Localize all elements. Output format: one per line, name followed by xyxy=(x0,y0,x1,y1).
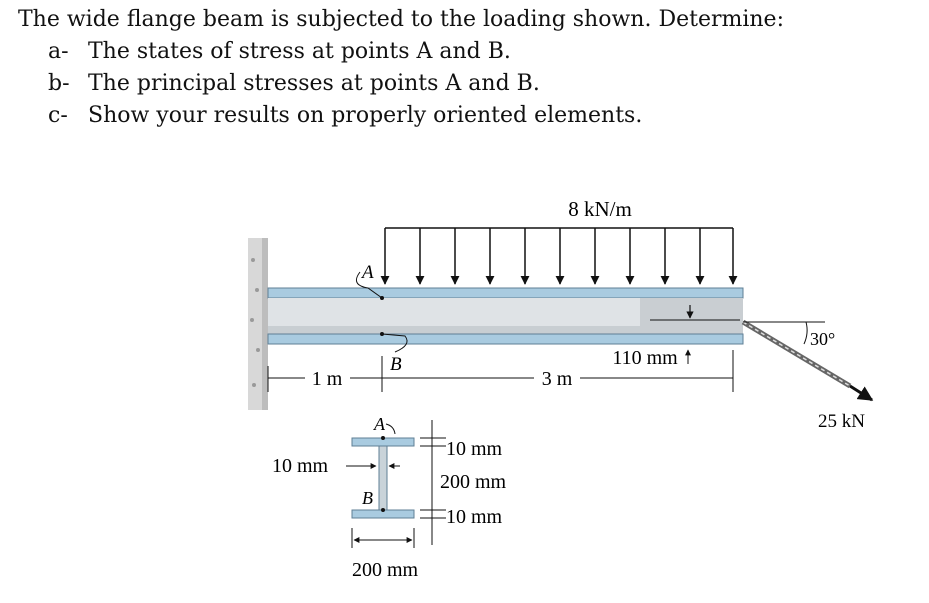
span-dimensions xyxy=(268,347,733,392)
angle-label: 30° xyxy=(810,329,836,349)
web-height-label: 200 mm xyxy=(440,471,507,493)
flange-width-label: 200 mm xyxy=(351,559,419,581)
fixed-wall-support xyxy=(248,238,268,410)
distributed-load-label: 8 kN/m xyxy=(568,197,632,221)
web-thickness-label: 10 mm xyxy=(272,455,329,477)
dim-110mm-label: 110 mm xyxy=(612,347,678,369)
wide-flange-beam xyxy=(268,288,743,344)
dim-3m-label: 3 m xyxy=(541,368,573,390)
problem-statement: The wide flange beam is subjected to the loading shown. Determine: xyxy=(18,7,784,32)
item-marker: a- xyxy=(48,39,69,64)
flange-top-thickness-label: 10 mm xyxy=(446,438,503,460)
section-point-a-label: A xyxy=(374,414,385,434)
item-marker: b- xyxy=(48,71,70,96)
item-text: The states of stress at points A and B. xyxy=(88,39,511,64)
item-text: Show your results on properly oriented elements. xyxy=(88,103,643,128)
distributed-load xyxy=(385,197,733,284)
item-text: The principal stresses at points A and B. xyxy=(88,71,540,96)
force-label: 25 kN xyxy=(818,411,865,432)
applied-force xyxy=(743,322,872,432)
point-a-label: A xyxy=(362,262,374,283)
dim-1m-label: 1 m xyxy=(311,368,343,390)
item-marker: c- xyxy=(48,103,68,128)
cross-section xyxy=(272,414,507,581)
section-point-b-label: B xyxy=(362,488,373,508)
point-b-label: B xyxy=(390,354,402,375)
flange-bottom-thickness-label: 10 mm xyxy=(446,506,503,528)
